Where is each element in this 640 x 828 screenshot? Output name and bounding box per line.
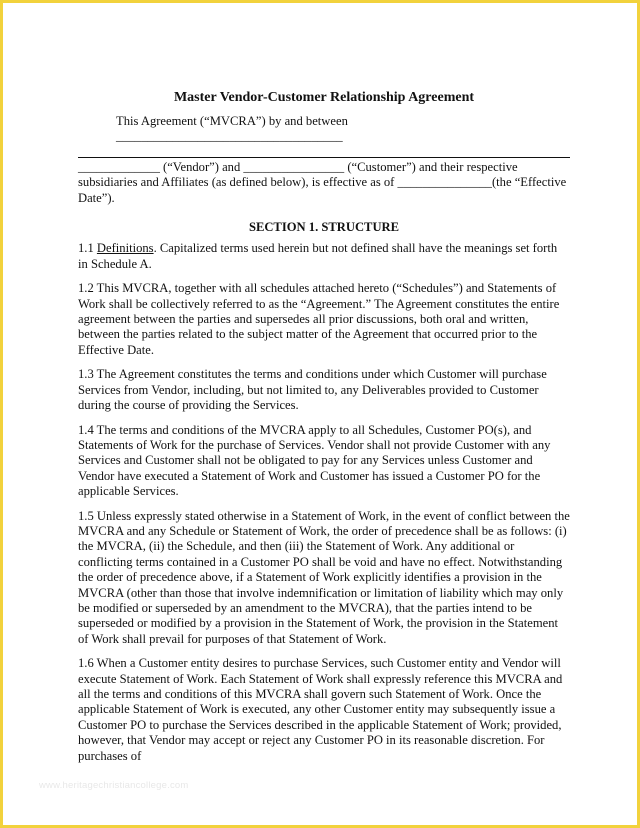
document-title: Master Vendor-Customer Relationship Agreement — [173, 90, 475, 105]
intro-line: This Agreement (“MVCRA”) by and between ____________________________________ — [116, 114, 348, 144]
paragraph-text: . Capitalized terms used herein but not defined shall have the meanings set forth in Schedule A. — [78, 241, 558, 271]
paragraph-1-4: 1.4 The terms and conditions of the MVCRA apply to all Schedules, Customer PO(s), and Statements of Work for the purchase of Services. Vendor shall not provide Customer with any Services and Customer shall not be obligated to pay for any Services unless Customer and Vendor have executed a Statement of Work and Customer has issued a Customer PO for the applicable Services. — [78, 422, 551, 499]
paragraph-1-1 — [78, 241, 570, 272]
document-body — [78, 89, 570, 773]
paragraph-1-3: 1.3 The Agreement constitutes the terms and conditions under which Customer will purchase Services from Vendor, including, but not limited to, any Deliverables provided to Customer during the course of providing the Services. — [78, 367, 547, 413]
blank-signature-line — [78, 145, 570, 158]
intro-paragraph: _____________ (“Vendor”) and ________________ (“Customer”) and their respective subsidiaries and Affiliates (as defined below), is effective as of _______________(the “Effective Date”). — [78, 159, 567, 205]
watermark: www.heritagechristiancollege.com — [39, 780, 189, 791]
definitions-term: Definitions — [96, 241, 154, 256]
paragraph-1-5: 1.5 Unless expressly stated otherwise in a Statement of Work, in the event of conflict between the MVCRA and any Schedule or Statement of Work, the order of precedence shall be as follows: (i) the MVCRA, (ii) the Schedule, and then (iii) the Statement of Work. Any additional or conflicting terms contained in a Customer PO shall be void and have no effect. Notwithstanding the order of precedence above, if a Statement of Work explicitly identifies a provision in the MVCRA (other than those that involve indemnification or limitation of liability which may only be modified or superseded by an amendment to the MVCRA), that the parties intend to be superseded or modified by a provision in the Statement of Work, the provision in the Statement of Work shall prevail for purposes of that Statement of Work. — [78, 508, 570, 646]
section-heading: SECTION 1. STRUCTURE — [248, 220, 400, 235]
paragraph-1-6: 1.6 When a Customer entity desires to purchase Services, such Customer entity and Vendor will execute Statement of Work. Each Statement of Work shall expressly reference this MVCRA and all the terms and conditions of this MVCRA shall govern such Statement of Work. Once the applicable Statement of Work is executed, any other Customer entity may subsequently issue a Customer PO to purchase the Services described in the applicable Statement of Work; provided, however, that Vendor may accept or reject any Customer PO in its reasonable discretion. For purchases of — [78, 656, 563, 763]
paragraph-number: 1.1 — [78, 241, 94, 256]
paragraph-1-2: 1.2 This MVCRA, together with all schedules attached hereto (“Schedules”) and Statements of Work shall be collectively referred to as the “Agreement.” The Agreement constitutes the entire agreement between the parties and supersedes all prior discussions, both oral and written, between the parties related to the subject matter of the Agreement that occurred prior to the Effective Date. — [78, 281, 560, 357]
document-page — [3, 3, 637, 825]
